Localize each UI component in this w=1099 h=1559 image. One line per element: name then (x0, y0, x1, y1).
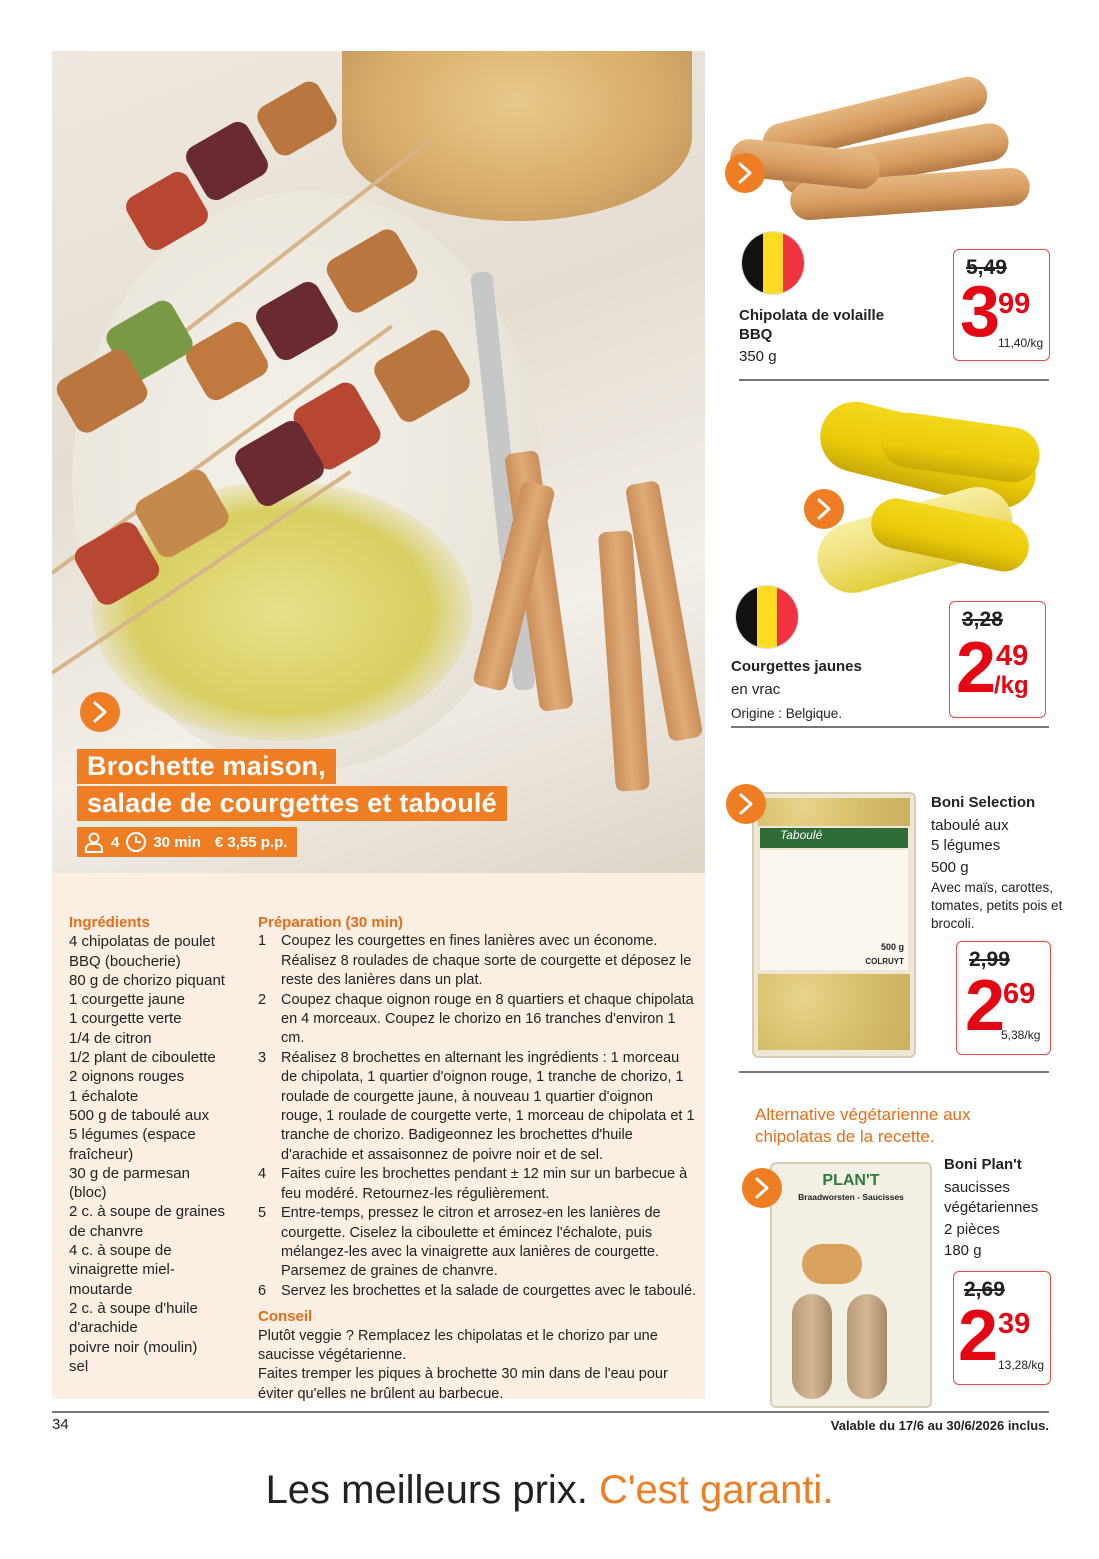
ingredient-item: de chanvre (69, 1222, 144, 1240)
ingredient-item: 30 g de parmesan (69, 1164, 190, 1182)
step-number: 3 (258, 1049, 267, 1066)
step-text: Réalisez 8 brochettes en alternant les ingrédients : 1 morceau de chipolata, 1 quartier d'oignon rouge, 1 tranche de chorizo, 1 roulade de courgette jaune, à nouveau 1 quartier d'oignon rouge, 1 roulade de courgette verte, 1 morceau de chipolata et 1 tranche de chorizo. Badigeonnez les brochettes d'huile d'arachide et assaisonnez de poivre noir et de sel. (281, 1049, 695, 1163)
taboule-bowl (342, 51, 692, 221)
product-name: Boni Selection (931, 794, 1036, 811)
recipe-meta (77, 827, 297, 857)
price-decimals: 49 (996, 640, 1029, 672)
ingredients (69, 913, 249, 1376)
footer-separator (52, 1411, 1049, 1413)
product-detail-line: 180 g (944, 1242, 982, 1259)
product-detail-line: 500 g (931, 859, 969, 876)
step-text: Coupez les courgettes en fines lanières avec un économe. Réalisez 8 roulades de chaque sorte de courgette et déposez le reste des lanières dans un plat. (281, 933, 692, 989)
ingredient-item: vinaigrette miel- (69, 1261, 175, 1279)
pack-label: PLAN'T (822, 1172, 880, 1189)
step-number: 5 (258, 1205, 267, 1222)
product-detail-line: taboulé aux (931, 817, 1009, 834)
ingredient-item: BBQ (boucherie) (69, 952, 181, 970)
pack-label: Taboulé (760, 828, 908, 848)
price-integer: 2 (965, 966, 1006, 1046)
price-box (953, 249, 1050, 361)
old-price: 2,69 (964, 1278, 1005, 1301)
old-price: 2,99 (969, 948, 1010, 971)
pack-ingredients-label (760, 850, 908, 970)
product-origin: Origine : Belgique. (731, 706, 843, 721)
ingredient-item: 80 g de chorizo piquant (69, 971, 225, 989)
plant-pack-image (770, 1162, 932, 1408)
recipe-price: € 3,55 p.p. (214, 833, 288, 851)
preparation-step (258, 932, 698, 990)
ingredient-item: 1/4 de citron (69, 1029, 152, 1047)
product-name: Courgettes jaunes (731, 658, 862, 675)
conseil-text-1: Plutôt veggie ? Remplacez les chipolatas et le chorizo par une saucisse végétarienne. (258, 1327, 658, 1363)
price-integer: 2 (956, 628, 997, 708)
page-number: 34 (52, 1416, 69, 1433)
chevron-right-icon[interactable] (804, 489, 844, 529)
old-price: 5,49 (966, 256, 1007, 279)
price-decimals: 99 (998, 288, 1031, 320)
step-text: Servez les brochettes et la salade de courgettes avec le taboulé. (281, 1282, 697, 1299)
preparation-step (258, 1165, 698, 1204)
ingredient-item: moutarde (69, 1280, 133, 1298)
hotdog-illustration (802, 1244, 862, 1284)
preparation-steps (258, 932, 698, 1301)
pack-sub: Braadworsten - Saucisses (798, 1192, 904, 1202)
ingredient-item: 1 courgette verte (69, 1010, 182, 1028)
step-number: 4 (258, 1166, 267, 1183)
conseil-heading: Conseil (258, 1308, 313, 1326)
ingredient-item: sel (69, 1357, 89, 1375)
ingredient-item: 1 courgette jaune (69, 991, 185, 1009)
veggie-sausage (792, 1294, 832, 1399)
chevron-right-icon[interactable] (726, 784, 766, 824)
price-integer: 3 (960, 272, 1001, 352)
belgian-flag-icon (736, 586, 798, 648)
product-detail-line: 2 pièces (944, 1221, 1000, 1238)
recipe-time: 30 min (153, 833, 201, 851)
conseil-text-2: Faites tremper les piques à brochette 30 min dans de l'eau pour éviter qu'elles ne brûlent au barbecue. (258, 1366, 668, 1402)
ingredient-item: 2 oignons rouges (69, 1068, 185, 1086)
chevron-right-icon[interactable] (80, 692, 120, 732)
ingredients-heading: Ingrédients (69, 914, 150, 931)
ingredient-item: fraîcheur) (69, 1145, 134, 1163)
ingredient-item: (bloc) (69, 1184, 107, 1202)
product-name: Chipolata de volaille BBQ (739, 307, 885, 343)
separator (739, 1071, 1049, 1073)
unit-price: 5,38/kg (1001, 1028, 1041, 1042)
slogan-orange: C'est garanti. (599, 1468, 834, 1512)
ingredient-item: 1 échalote (69, 1087, 139, 1105)
unit-price: 13,28/kg (998, 1358, 1045, 1372)
ingredients-list (69, 932, 249, 1376)
belgian-flag-icon (742, 232, 804, 294)
ingredient-item: d'arachide (69, 1319, 138, 1337)
product-name: Boni Plan't (944, 1156, 1022, 1173)
product-detail-line: saucisses (944, 1179, 1010, 1196)
person-icon (83, 831, 105, 853)
recipe-title-line1: Brochette maison, (77, 749, 336, 784)
veggie-sausage (847, 1294, 887, 1399)
unit-price: /kg (994, 672, 1029, 699)
step-text: Coupez chaque oignon rouge en 8 quartiers et chaque chipolata en 4 morceaux. Coupez le chorizo en 16 tranches d'environ 1 cm. (281, 991, 694, 1047)
clock-icon (125, 831, 147, 853)
preparation-step (258, 1282, 698, 1301)
ingredient-item: 1/2 plant de ciboulette (69, 1049, 216, 1067)
price-box (949, 601, 1046, 718)
price-box (953, 1271, 1051, 1385)
taboule-visible (758, 974, 910, 1050)
ingredient-item: 2 c. à soupe d'huile (69, 1299, 198, 1317)
step-text: Faites cuire les brochettes pendant ± 12 min sur un barbecue à feu modéré. Retournez-les régulièrement. (281, 1166, 688, 1202)
price-box (956, 941, 1051, 1055)
step-text: Entre-temps, pressez le citron et arrosez-en les lanières de courgette. Ciselez la ciboulette et émincez l'échalote, puis mélangez-les avec la vinaigrette aux lanières de courgette. Parsemez de graines de chanvre. (281, 1205, 661, 1280)
unit-price: 11,40/kg (998, 336, 1044, 350)
chevron-right-icon[interactable] (725, 153, 765, 193)
ingredient-item: 4 c. à soupe de (69, 1242, 172, 1260)
slogan (0, 1468, 1099, 1513)
chipolata-piece (253, 77, 341, 160)
price-integer: 2 (958, 1296, 999, 1376)
recipe-title-line2: salade de courgettes et taboulé (77, 786, 507, 821)
product-detail-line: végétariennes (944, 1199, 1039, 1216)
ingredient-item: 2 c. à soupe de graines (69, 1203, 225, 1221)
ingredient-item: 4 chipolatas de poulet (69, 933, 215, 951)
ingredient-item: 5 légumes (espace (69, 1126, 196, 1144)
persons-count: 4 (111, 833, 120, 851)
price-decimals: 69 (1003, 978, 1036, 1010)
taboule-top (758, 798, 910, 826)
price-decimals: 39 (998, 1308, 1031, 1340)
old-price: 3,28 (962, 608, 1003, 631)
taboule-pack-image (752, 792, 916, 1058)
preparation (258, 913, 698, 1404)
validity-text: Valable du 17/6 au 30/6/2026 inclus. (830, 1418, 1049, 1433)
pack-weight: 500 g (880, 942, 904, 952)
step-number: 2 (258, 991, 267, 1008)
preparation-heading: Préparation (30 min) (258, 914, 404, 931)
product-extra: Avec maïs, carottes, tomates, petits pois et brocoli. (931, 880, 1063, 931)
separator (739, 379, 1049, 381)
preparation-step (258, 991, 698, 1049)
preparation-step (258, 1049, 698, 1165)
product-detail: en vrac (731, 681, 781, 698)
ingredient-item: 500 g de taboulé aux (69, 1106, 210, 1124)
slogan-black: Les meilleurs prix. (265, 1468, 588, 1512)
pack-brand: COLRUYT (865, 957, 904, 966)
step-number: 1 (258, 933, 267, 950)
separator (731, 726, 1049, 728)
alternative-heading: Alternative végétarienne aux chipolatas de la recette. (755, 1105, 971, 1146)
ingredient-item: poivre noir (moulin) (69, 1338, 198, 1356)
product-weight: 350 g (739, 348, 777, 365)
step-number: 6 (258, 1282, 267, 1299)
preparation-step (258, 1204, 698, 1282)
chevron-right-icon[interactable] (742, 1168, 782, 1208)
product-detail-line: 5 légumes (931, 837, 1001, 854)
